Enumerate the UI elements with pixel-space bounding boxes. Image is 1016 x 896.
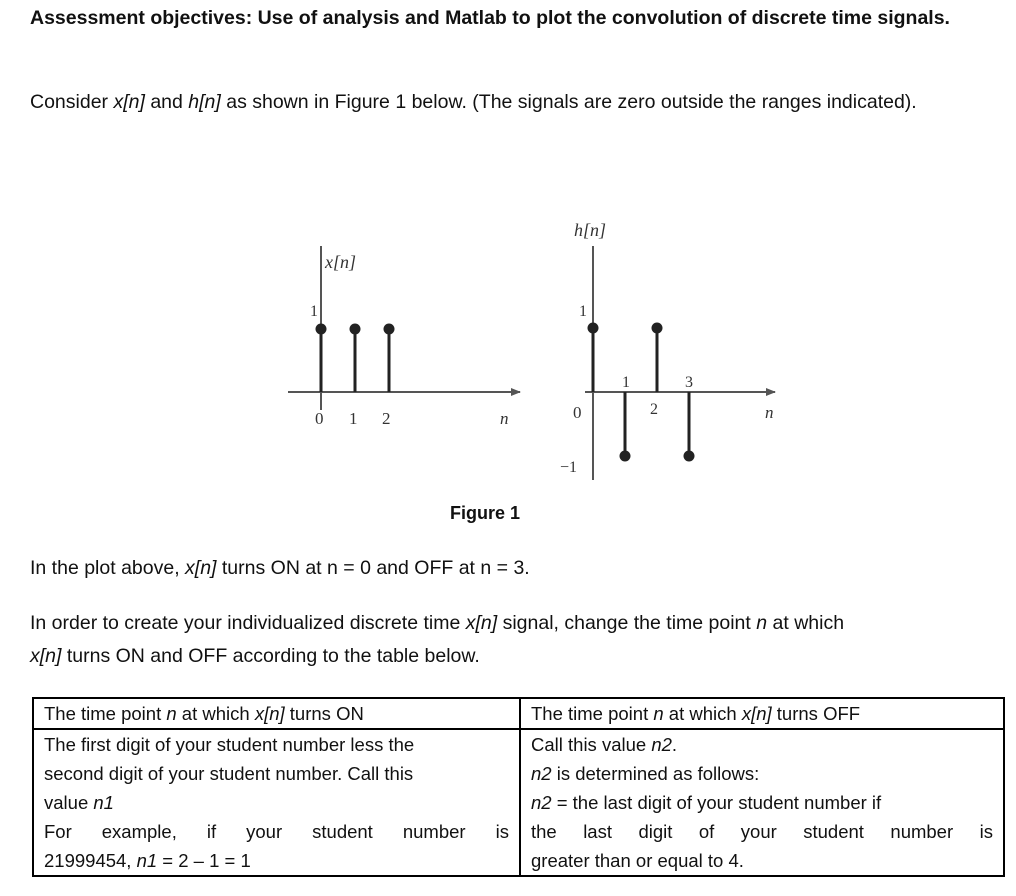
on-off-table: [32, 697, 1005, 877]
x-plot-label: x[n]: [325, 252, 356, 272]
figure-1: [30, 200, 970, 500]
x-stem-point-n1: [350, 324, 361, 335]
x-plot-x-tick-1: 1: [349, 409, 358, 428]
x-stem-point-n0: [316, 324, 327, 335]
col-off-rule: Call this value n2. n2 is determined as follows: n2 = the last digit of your student number if the last digit of your student number is greater than or equal to 4.: [520, 729, 1004, 876]
h-plot-origin-label: 0: [573, 403, 582, 422]
table-body-row: [33, 729, 1004, 876]
col-off-header: The time point n at which x[n] turns OFF: [520, 698, 1004, 729]
h-plot-tick-2: 2: [650, 401, 658, 418]
h-stem-point-n1: [620, 451, 631, 462]
h-stem-point-n0: [588, 323, 599, 334]
h-plot-y-tick-top: 1: [579, 303, 587, 320]
x-plot-stems: [316, 324, 395, 393]
h-plot-tick-3: 3: [685, 374, 693, 391]
assessment-objectives: Assessment objectives: Use of analysis and Matlab to plot the convolution of discrete time signals.: [30, 7, 950, 29]
statement-paragraph: In the plot above, x[n] turns ON at n = 0 and OFF at n = 3.: [30, 557, 530, 579]
x-plot: [288, 246, 520, 428]
x-plot-axis-label: n: [500, 409, 509, 428]
h-plot-axis-label: n: [765, 403, 774, 422]
x-plot-y-tick: 1: [310, 303, 318, 320]
h-stem-point-n3: [684, 451, 695, 462]
intro-paragraph: Consider x[n] and h[n] as shown in Figure 1 below. (The signals are zero outside the ranges indicated).: [30, 91, 917, 113]
col-on-header: The time point n at which x[n] turns ON: [33, 698, 520, 729]
h-stem-point-n2: [652, 323, 663, 334]
h-plot-y-tick-bottom: −1: [560, 459, 578, 476]
x-plot-x-tick-2: 2: [382, 409, 391, 428]
h-plot-label: h[n]: [574, 220, 607, 240]
instruction-paragraph: In order to create your individualized discrete time x[n] signal, change the time point n at which x[n] turns ON and OFF according to the table below.: [30, 612, 845, 667]
x-plot-x-tick-0: 0: [315, 409, 324, 428]
last-digit-line: the last digit of your student number is: [531, 821, 993, 842]
h-plot: [560, 220, 775, 480]
table-header-row: [33, 698, 1004, 729]
figure-caption: Figure 1: [450, 503, 521, 523]
col-on-rule: The first digit of your student number less the second digit of your student number. Call this value n1 For example, if your student number is 21999454, n1 = 2 – 1 = 1: [33, 729, 520, 876]
x-stem-point-n2: [384, 324, 395, 335]
example-line: For example, if your student number is: [44, 821, 509, 842]
h-plot-tick-1: 1: [622, 374, 630, 391]
